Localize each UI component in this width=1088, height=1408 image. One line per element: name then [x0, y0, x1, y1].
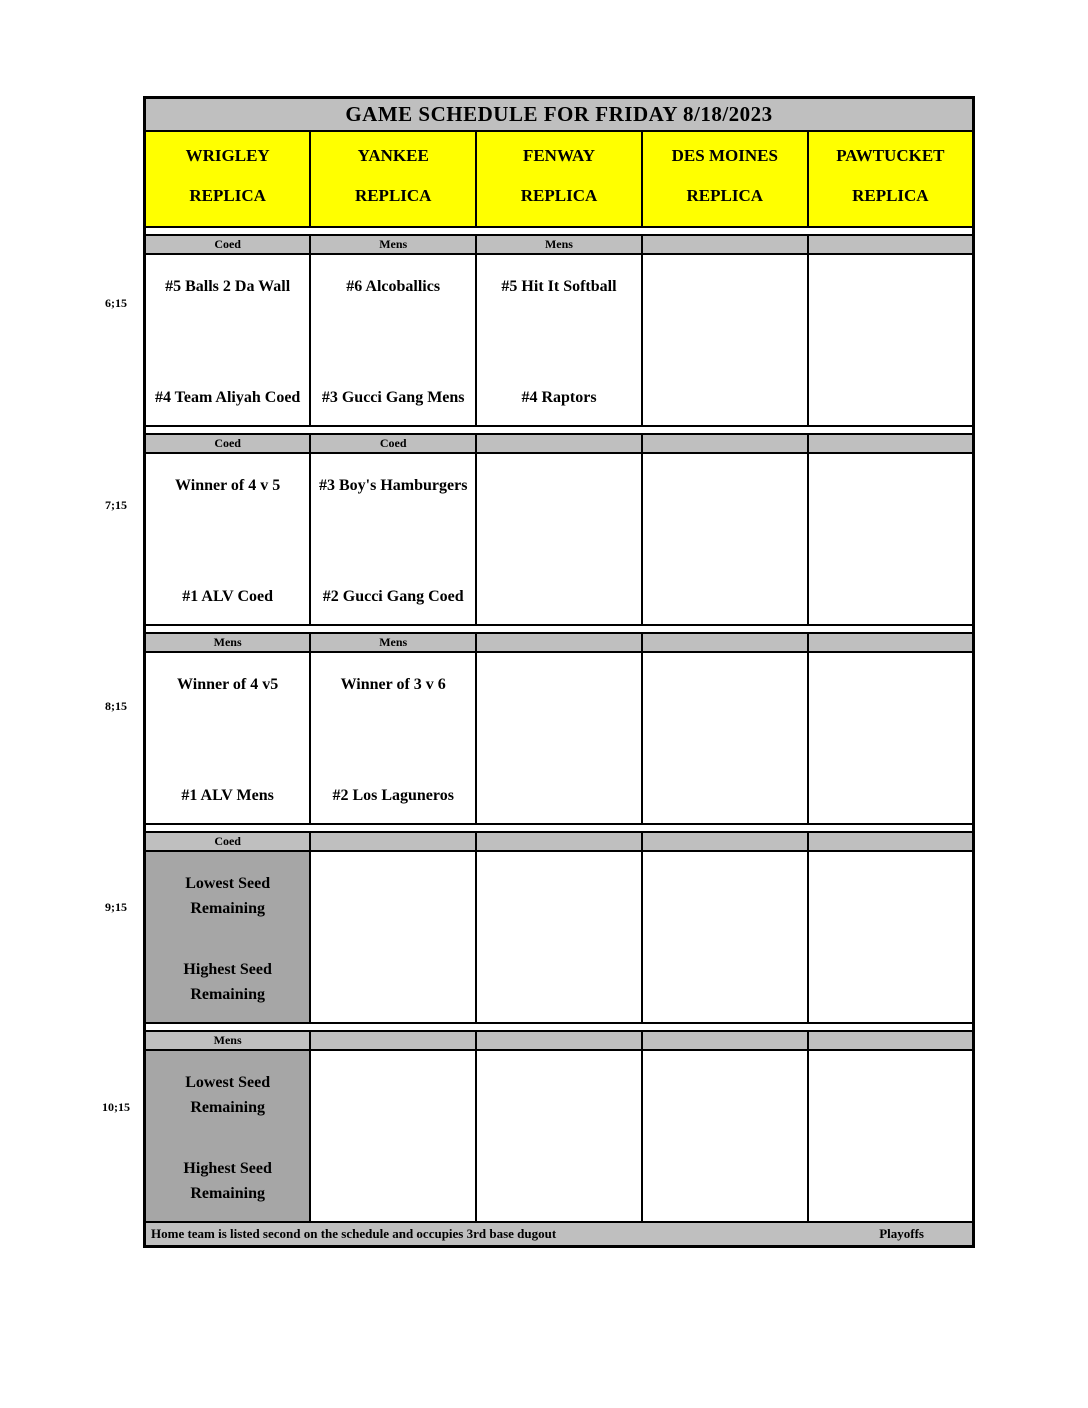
- away-team: Winner of 3 v 6: [340, 676, 446, 693]
- away-team: Winner of 4 v5: [177, 676, 279, 693]
- division-label: Coed: [145, 235, 311, 254]
- field-header-yankee: [310, 131, 476, 227]
- game-cell: [642, 851, 808, 1023]
- field-header-wrigley: [145, 131, 311, 227]
- game-cell: [476, 254, 642, 426]
- division-label: Mens: [145, 1031, 311, 1050]
- field-name: YANKEE: [357, 146, 429, 165]
- division-label: [642, 434, 808, 453]
- schedule-table: [143, 96, 975, 1248]
- schedule-title: GAME SCHEDULE FOR FRIDAY 8/18/2023: [145, 98, 974, 132]
- division-label: [808, 832, 974, 851]
- game-cell: [145, 652, 311, 824]
- game-cell: [476, 652, 642, 824]
- division-label: [808, 434, 974, 453]
- game-cell: [642, 652, 808, 824]
- game-cell: [642, 254, 808, 426]
- row-gap: [145, 227, 974, 235]
- field-subtitle: REPLICA: [189, 186, 266, 205]
- game-cell: [642, 453, 808, 625]
- division-label: [808, 633, 974, 652]
- division-label: [476, 434, 642, 453]
- away-team: #6 Alcoballics: [346, 278, 441, 295]
- row-gap: [145, 824, 974, 832]
- division-label-row: [145, 235, 974, 254]
- game-row: [145, 254, 974, 426]
- title-row: [145, 98, 974, 132]
- division-label: [310, 832, 476, 851]
- field-header-pawtucket: [808, 131, 974, 227]
- division-label: Mens: [310, 633, 476, 652]
- home-team: #4 Raptors: [521, 389, 597, 407]
- game-cell: [310, 851, 476, 1023]
- division-label: Mens: [145, 633, 311, 652]
- away-team: #5 Balls 2 Da Wall: [165, 278, 291, 295]
- game-cell: [642, 1050, 808, 1222]
- game-cell: [145, 453, 311, 625]
- field-header-fenway: [476, 131, 642, 227]
- footer: [145, 1222, 974, 1247]
- field-subtitle: REPLICA: [852, 186, 929, 205]
- home-team: #1 ALV Mens: [181, 787, 274, 805]
- game-cell: [310, 254, 476, 426]
- game-cell: [310, 453, 476, 625]
- away-team: Winner of 4 v 5: [175, 477, 281, 494]
- home-team: Highest Seed Remaining: [183, 961, 272, 1004]
- game-cell: [145, 254, 311, 426]
- time-label: 10;15: [102, 1100, 130, 1114]
- division-label: [642, 832, 808, 851]
- time-label: 9;15: [105, 900, 127, 914]
- division-label-row: [145, 633, 974, 652]
- game-cell: [310, 652, 476, 824]
- field-header-row: [145, 131, 974, 227]
- division-label: [476, 832, 642, 851]
- row-gap: [145, 426, 974, 434]
- game-cell: [808, 652, 974, 824]
- home-team: #1 ALV Coed: [182, 588, 273, 606]
- away-team: #5 Hit It Softball: [501, 278, 617, 295]
- away-team: #3 Boy's Hamburgers: [318, 477, 468, 494]
- row-gap: [145, 625, 974, 633]
- field-subtitle: REPLICA: [520, 186, 598, 205]
- home-team: #3 Gucci Gang Mens: [321, 389, 465, 407]
- game-row: [145, 1050, 974, 1222]
- game-cell: [808, 254, 974, 426]
- division-label: Coed: [145, 434, 311, 453]
- division-label: [476, 1031, 642, 1050]
- division-label: Coed: [310, 434, 476, 453]
- game-cell: [808, 1050, 974, 1222]
- away-team: Lowest Seed Remaining: [185, 1074, 271, 1116]
- game-cell-seed: [145, 851, 311, 1023]
- game-cell-seed: [145, 1050, 311, 1222]
- time-label: 7;15: [105, 498, 127, 512]
- division-label: [642, 1031, 808, 1050]
- game-row: [145, 652, 974, 824]
- game-cell: [476, 1050, 642, 1222]
- away-team: Lowest Seed Remaining: [185, 875, 271, 917]
- home-team: Highest Seed Remaining: [183, 1160, 272, 1203]
- game-cell: [808, 851, 974, 1023]
- division-label-row: [145, 1031, 974, 1050]
- division-label: Mens: [476, 235, 642, 254]
- home-team: #2 Gucci Gang Coed: [322, 588, 464, 606]
- division-label: [476, 633, 642, 652]
- division-label-row: [145, 434, 974, 453]
- division-label: Mens: [310, 235, 476, 254]
- division-label: [642, 235, 808, 254]
- time-label: 8;15: [105, 699, 127, 713]
- field-subtitle: REPLICA: [354, 186, 432, 205]
- division-label: Coed: [145, 832, 311, 851]
- game-cell: [808, 453, 974, 625]
- game-cell: [476, 851, 642, 1023]
- time-label: 6;15: [105, 296, 127, 310]
- field-name: FENWAY: [522, 146, 596, 165]
- row-gap: [145, 1023, 974, 1031]
- division-label: [808, 235, 974, 254]
- field-name: WRIGLEY: [185, 146, 270, 165]
- home-team: #4 Team Aliyah Coed: [154, 389, 301, 407]
- field-header-des-moines: [642, 131, 808, 227]
- division-label: [808, 1031, 974, 1050]
- field-name: PAWTUCKET: [836, 146, 945, 165]
- division-label-row: [145, 832, 974, 851]
- footer-note: Home team is listed second on the schedule and occupies 3rd base dugout: [151, 1226, 557, 1241]
- game-row: [145, 851, 974, 1023]
- field-subtitle: REPLICA: [686, 186, 764, 205]
- game-row: [145, 453, 974, 625]
- footer-row: [145, 1222, 974, 1247]
- playoffs-label: Playoffs: [879, 1226, 924, 1241]
- field-name: DES MOINES: [671, 146, 778, 165]
- home-team: #2 Los Laguneros: [332, 787, 454, 805]
- game-cell: [476, 453, 642, 625]
- division-label: [642, 633, 808, 652]
- game-cell: [310, 1050, 476, 1222]
- division-label: [310, 1031, 476, 1050]
